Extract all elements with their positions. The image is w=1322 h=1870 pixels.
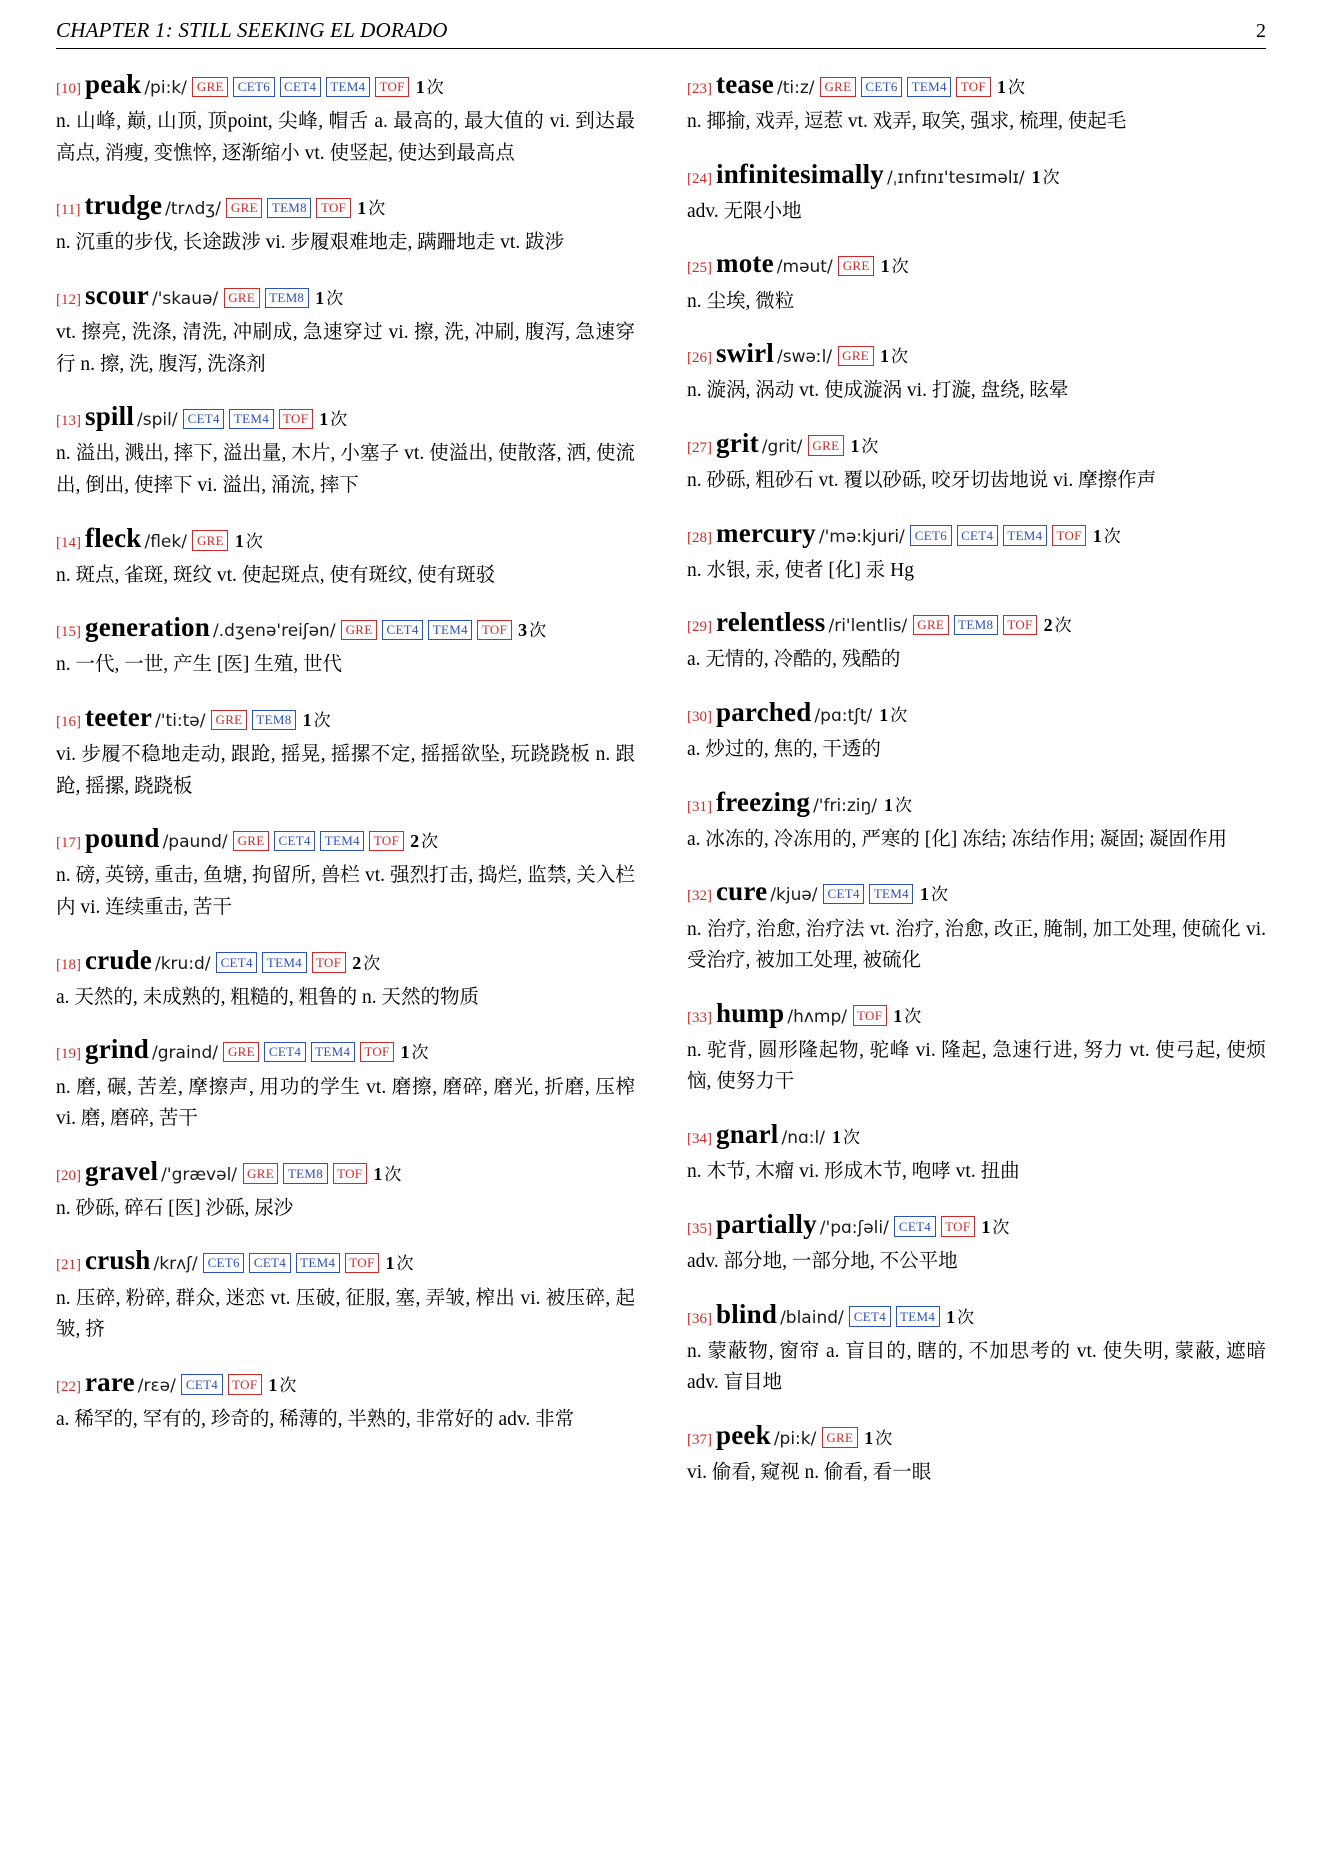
- entry-phonetic: /'skauə/: [152, 289, 219, 310]
- entry-word[interactable]: fleck: [85, 522, 142, 553]
- entry-header: [687, 994, 1266, 1033]
- exam-tag-badge: TEM4: [896, 1306, 940, 1327]
- occurrence-count-unit: 次: [891, 257, 909, 277]
- entry-phonetic: /kjuə/: [770, 885, 818, 906]
- entry-index: [32]: [687, 888, 712, 905]
- exam-tag-badge: TOF: [228, 1374, 262, 1395]
- entry-phonetic: /rɛə/: [137, 1375, 176, 1396]
- occurrence-count: 1: [880, 256, 890, 277]
- entry-word[interactable]: peak: [85, 69, 142, 99]
- dictionary-entry: [56, 65, 635, 169]
- occurrence-count-unit: 次: [396, 1254, 414, 1274]
- entry-index: [21]: [56, 1257, 81, 1274]
- exam-tag-badge: CET4: [274, 831, 315, 852]
- entry-phonetic: /'ti:tə/: [155, 711, 206, 732]
- entry-header: [56, 1152, 635, 1191]
- entry-word[interactable]: gnarl: [716, 1119, 779, 1150]
- exam-tag-badge: GRE: [913, 615, 949, 636]
- exam-tag-badge: CET6: [910, 525, 951, 546]
- entry-index: [25]: [687, 260, 712, 277]
- occurrence-count: 1: [315, 288, 325, 309]
- page-number: 2: [1256, 20, 1266, 42]
- entry-definition: vi. 偷看, 窥视 n. 偷看, 看一眼: [687, 1461, 932, 1483]
- exam-tag-badge: GRE: [820, 77, 856, 98]
- exam-tag-badge: GRE: [192, 77, 228, 98]
- occurrence-count: 1: [864, 1427, 874, 1448]
- occurrence-count: 1: [234, 530, 244, 551]
- exam-tag-badge: TEM8: [252, 710, 296, 731]
- dictionary-entry: [56, 519, 635, 592]
- entry-header: [687, 424, 1266, 463]
- occurrence-count: 1: [373, 1163, 383, 1184]
- entry-index: [18]: [56, 956, 81, 973]
- occurrence-count: 1: [385, 1253, 395, 1274]
- occurrence-count: 1: [997, 77, 1007, 97]
- occurrence-count-unit: 次: [1042, 167, 1060, 187]
- occurrence-count-unit: 次: [895, 795, 913, 815]
- exam-tag-badge: TOF: [941, 1216, 975, 1237]
- entry-definition: a. 天然的, 未成熟的, 粗糙的, 粗鲁的 n. 天然的物质: [56, 986, 480, 1008]
- exam-tag-badge: GRE: [211, 710, 247, 731]
- entry-definition: n. 沉重的步伐, 长途跋涉 vi. 步履艰难地走, 蹒跚地走 vt. 跋涉: [56, 232, 565, 254]
- exam-tag-badge: GRE: [838, 346, 874, 367]
- exam-tag-badge: TEM4: [311, 1042, 355, 1063]
- entry-index: [11]: [56, 202, 81, 219]
- entry-phonetic: /'grævəl/: [161, 1164, 238, 1185]
- occurrence-count-unit: 次: [368, 199, 386, 219]
- exam-tag-badge: GRE: [822, 1427, 858, 1448]
- dictionary-entry: [687, 1416, 1266, 1489]
- entry-definition: a. 无情的, 冷酷的, 残酷的: [687, 649, 901, 671]
- exam-tag-badge: TOF: [369, 831, 403, 852]
- entry-phonetic: /pi:k/: [773, 1428, 817, 1449]
- occurrence-count: 1: [880, 346, 890, 367]
- entry-word[interactable]: teeter: [85, 702, 153, 733]
- occurrence-count: 1: [850, 435, 860, 456]
- entry-header: [56, 186, 635, 225]
- entry-index: [24]: [687, 170, 712, 187]
- occurrence-count-unit: 次: [861, 436, 879, 456]
- exam-tag-badge: TEM8: [954, 615, 998, 636]
- entry-index: [15]: [56, 624, 81, 641]
- dictionary-entry: [687, 155, 1266, 228]
- occurrence-count-unit: 次: [384, 1164, 402, 1184]
- entry-header: [56, 698, 635, 737]
- occurrence-count-unit: 次: [1103, 526, 1121, 546]
- occurrence-count: 1: [319, 409, 329, 430]
- occurrence-count-unit: 次: [890, 706, 908, 726]
- entry-definition: adv. 无限小地: [687, 200, 802, 222]
- exam-tag-badge: CET4: [181, 1374, 222, 1395]
- entry-word[interactable]: crush: [85, 1245, 151, 1276]
- entry-header: [56, 519, 635, 558]
- entry-index: [19]: [56, 1046, 81, 1063]
- occurrence-count: 1: [919, 884, 929, 905]
- entry-phonetic: /nɑ:l/: [781, 1128, 825, 1149]
- dictionary-entry: [687, 514, 1266, 587]
- exam-tag-badge: TOF: [316, 198, 350, 219]
- dictionary-entry: [56, 819, 635, 923]
- entry-definition: vt. 擦亮, 洗涤, 清洗, 冲刷成, 急速穿过 vi. 擦, 洗, 冲刷, 腹泻, 急速穿行 n. 擦, 洗, 腹泻, 洗涤剂: [56, 322, 635, 375]
- entry-definition: n. 一代, 一世, 产生 [医] 生殖, 世代: [56, 654, 342, 676]
- entry-phonetic: /'pɑ:ʃəli/: [819, 1217, 889, 1238]
- entry-index: [37]: [687, 1431, 712, 1448]
- entry-index: [27]: [687, 439, 712, 456]
- entry-word[interactable]: relentless: [716, 607, 826, 638]
- dictionary-entry: [687, 872, 1266, 976]
- entry-header: [56, 1363, 635, 1402]
- entry-definition: n. 砂砾, 碎石 [医] 沙砾, 尿沙: [56, 1197, 294, 1219]
- entry-index: [33]: [687, 1009, 712, 1026]
- entry-word[interactable]: hump: [716, 997, 785, 1028]
- entry-word[interactable]: crude: [85, 944, 152, 975]
- entry-definition: n. 压碎, 粉碎, 群众, 迷恋 vt. 压破, 征服, 塞, 弄皱, 榨出 vi. 被压碎, 起皱, 挤: [56, 1287, 635, 1341]
- entry-word[interactable]: gravel: [85, 1155, 159, 1186]
- exam-tag-badge: CET6: [203, 1253, 244, 1274]
- entry-index: [29]: [687, 619, 712, 636]
- exam-tag-badge: CET6: [861, 77, 902, 98]
- exam-tag-badge: TEM8: [265, 288, 309, 309]
- exam-tag-badge: TOF: [1052, 525, 1086, 546]
- occurrence-count: 1: [893, 1005, 903, 1026]
- occurrence-count: 1: [832, 1127, 841, 1148]
- entry-phonetic: /ti:z/: [776, 78, 815, 98]
- entry-word[interactable]: freezing: [716, 786, 811, 817]
- entry-index: [14]: [56, 534, 81, 551]
- two-column-body: [56, 65, 1266, 1506]
- dictionary-entry: [56, 276, 635, 380]
- occurrence-count: 1: [884, 794, 894, 815]
- entry-phonetic: /kru:d/: [154, 953, 211, 974]
- exam-tag-badge: TOF: [345, 1253, 379, 1274]
- dictionary-entry: [687, 424, 1266, 497]
- entry-phonetic: /spil/: [137, 410, 178, 431]
- entry-phonetic: /ˌɪnfɪnɪ'tesɪməlɪ/: [887, 167, 1025, 188]
- entry-index: [26]: [687, 350, 712, 367]
- exam-tag-badge: TEM4: [428, 620, 472, 641]
- entry-header: [56, 819, 635, 858]
- entry-definition: a. 稀罕的, 罕有的, 珍奇的, 稀薄的, 半熟的, 非常好的 adv. 非常: [56, 1408, 575, 1430]
- exam-tag-badge: TOF: [1003, 615, 1037, 636]
- dictionary-entry: [56, 186, 635, 259]
- exam-tag-badge: CET6: [233, 77, 274, 98]
- dictionary-entry: [687, 65, 1266, 138]
- dictionary-entry: [687, 1115, 1266, 1188]
- entry-phonetic: /məut/: [776, 257, 833, 278]
- page-header: [56, 18, 1266, 49]
- exam-tag-badge: TOF: [853, 1005, 887, 1026]
- occurrence-count: 1: [400, 1042, 410, 1063]
- occurrence-count: 1: [415, 77, 425, 97]
- entry-definition: adv. 部分地, 一部分地, 不公平地: [687, 1250, 958, 1272]
- exam-tag-badge: TEM8: [283, 1163, 327, 1184]
- entry-index: [13]: [56, 413, 81, 430]
- entry-phonetic: /trʌdʒ/: [165, 199, 221, 220]
- entry-header: [56, 397, 635, 436]
- entry-word[interactable]: partially: [716, 1208, 817, 1239]
- occurrence-count-unit: 次: [930, 885, 948, 905]
- entry-index: [23]: [687, 81, 712, 97]
- occurrence-count: 1: [302, 710, 312, 731]
- entry-index: [12]: [56, 292, 81, 309]
- exam-tag-badge: GRE: [226, 198, 262, 219]
- dictionary-entry: [56, 1030, 635, 1134]
- exam-tag-badge: GRE: [224, 288, 260, 309]
- entry-word[interactable]: infinitesimally: [716, 158, 885, 189]
- entry-definition: n. 驼背, 圆形隆起物, 驼峰 vi. 隆起, 急速行进, 努力 vt. 使弓起, 使烦恼, 使努力干: [687, 1039, 1266, 1093]
- entry-index: [28]: [687, 529, 712, 546]
- occurrence-count: 1: [357, 198, 367, 219]
- exam-tag-badge: GRE: [808, 435, 844, 456]
- occurrence-count-unit: 次: [245, 531, 263, 551]
- dictionary-entry: [687, 1295, 1266, 1399]
- entry-definition: n. 揶揄, 戏弄, 逗惹 vt. 戏弄, 取笑, 强求, 梳理, 使起毛: [687, 111, 1127, 133]
- entry-header: [687, 155, 1266, 194]
- occurrence-count-unit: 次: [1008, 78, 1026, 97]
- entry-phonetic: /grit/: [761, 436, 803, 457]
- entry-phonetic: /'fri:ziŋ/: [813, 795, 878, 816]
- exam-tag-badge: CET4: [823, 884, 864, 905]
- entry-header: [687, 783, 1266, 822]
- exam-tag-badge: CET4: [183, 409, 224, 430]
- exam-tag-badge: TEM4: [229, 409, 273, 430]
- exam-tag-badge: TEM4: [1003, 525, 1047, 546]
- entry-index: [31]: [687, 798, 712, 815]
- entry-word[interactable]: rare: [85, 1366, 135, 1397]
- occurrence-count-unit: 次: [843, 1128, 860, 1148]
- entry-word[interactable]: grit: [716, 427, 759, 458]
- entry-index: [35]: [687, 1220, 712, 1237]
- occurrence-count-unit: 次: [330, 410, 348, 430]
- entry-definition: n. 砂砾, 粗砂石 vt. 覆以砂砾, 咬牙切齿地说 vi. 摩擦作声: [687, 470, 1157, 492]
- entry-word[interactable]: generation: [85, 612, 210, 643]
- exam-tag-badge: CET4: [382, 620, 423, 641]
- entry-header: [687, 244, 1266, 283]
- entry-definition: n. 治疗, 治愈, 治疗法 vt. 治疗, 治愈, 改正, 腌制, 加工处理, 使硫化 vi. 受治疗, 被加工处理, 被硫化: [687, 918, 1266, 972]
- dictionary-entry: [56, 698, 635, 802]
- entry-phonetic: /blaind/: [780, 1307, 844, 1328]
- entry-header: [56, 276, 635, 315]
- entry-definition: n. 水银, 汞, 使者 [化] 汞 Hg: [687, 559, 914, 581]
- dictionary-entry: [687, 783, 1266, 856]
- entry-definition: a. 炒过的, 焦的, 干透的: [687, 739, 881, 761]
- entry-header: [687, 334, 1266, 373]
- entry-definition: n. 木节, 木瘤 vi. 形成木节, 咆哮 vt. 扭曲: [687, 1161, 1020, 1183]
- entry-definition: n. 斑点, 雀斑, 斑纹 vt. 使起斑点, 使有斑纹, 使有斑驳: [56, 564, 496, 586]
- occurrence-count-unit: 次: [421, 832, 439, 852]
- entry-header: [56, 608, 635, 647]
- exam-tag-badge: TOF: [375, 77, 409, 98]
- occurrence-count-unit: 次: [1054, 616, 1072, 636]
- occurrence-count-unit: 次: [411, 1043, 429, 1063]
- entry-header: [56, 941, 635, 980]
- exam-tag-badge: TEM4: [907, 77, 951, 98]
- entry-header: [687, 693, 1266, 732]
- entry-word[interactable]: peek: [716, 1419, 771, 1450]
- entry-index: [20]: [56, 1167, 81, 1184]
- entry-header: [687, 603, 1266, 642]
- entry-header: [56, 1241, 635, 1280]
- occurrence-count-unit: 次: [279, 1375, 297, 1395]
- entry-definition: vi. 步履不稳地走动, 跟跄, 摇晃, 摇摞不定, 摇摇欲坠, 玩跷跷板 n. 跟跄, 摇摞, 跷跷板: [56, 744, 635, 797]
- exam-tag-badge: TEM4: [869, 884, 913, 905]
- exam-tag-badge: GRE: [243, 1163, 279, 1184]
- occurrence-count-unit: 次: [891, 347, 909, 367]
- entry-definition: n. 尘埃, 微粒: [687, 290, 795, 312]
- entry-word[interactable]: blind: [716, 1298, 778, 1329]
- occurrence-count-unit: 次: [529, 621, 547, 641]
- exam-tag-badge: TEM4: [262, 952, 306, 973]
- exam-tag-badge: CET4: [216, 952, 257, 973]
- entry-index: [22]: [56, 1378, 81, 1395]
- entry-definition: n. 漩涡, 涡动 vt. 使成漩涡 vi. 打漩, 盘绕, 眩晕: [687, 380, 1069, 402]
- entry-word[interactable]: scour: [85, 280, 149, 311]
- occurrence-count-unit: 次: [875, 1428, 893, 1448]
- dictionary-entry: [687, 334, 1266, 407]
- occurrence-count-unit: 次: [957, 1307, 975, 1327]
- occurrence-count: 2: [410, 831, 420, 852]
- exam-tag-badge: CET4: [957, 525, 998, 546]
- occurrence-count: 2: [1043, 615, 1053, 636]
- exam-tag-badge: TOF: [333, 1163, 367, 1184]
- occurrence-count: 1: [879, 705, 889, 726]
- entry-definition: n. 山峰, 巅, 山顶, 顶point, 尖峰, 帽舌 a. 最高的, 最大值的 vi. 到达最高点, 消瘦, 变憔悴, 逐渐缩小 vt. 使竖起, 使达到最高点: [56, 111, 635, 164]
- dictionary-entry: [56, 608, 635, 681]
- entry-word[interactable]: cure: [716, 876, 768, 907]
- column-right: [661, 65, 1266, 1506]
- entry-phonetic: /swəːl/: [777, 347, 833, 368]
- occurrence-count-unit: 次: [904, 1006, 922, 1026]
- dictionary-entry: [687, 603, 1266, 676]
- dictionary-entry: [687, 994, 1266, 1098]
- dictionary-entry: [56, 1363, 635, 1436]
- exam-tag-badge: GRE: [192, 530, 228, 551]
- entry-phonetic: /ri'lentlis/: [828, 616, 908, 637]
- entry-header: [56, 1030, 635, 1069]
- occurrence-count-unit: 次: [326, 289, 344, 309]
- exam-tag-badge: TOF: [956, 77, 990, 98]
- exam-tag-badge: CET4: [894, 1216, 935, 1237]
- entry-phonetic: /paund/: [162, 832, 228, 853]
- entry-word[interactable]: swirl: [716, 338, 774, 369]
- exam-tag-badge: CET4: [249, 1253, 290, 1274]
- entry-header: [687, 65, 1266, 104]
- entry-definition: n. 溢出, 溅出, 摔下, 溢出量, 木片, 小塞子 vt. 使溢出, 使散落, 洒, 使流出, 倒出, 使摔下 vi. 溢出, 涌流, 摔下: [56, 443, 635, 497]
- entry-phonetic: /.dʒenə'reiʃən/: [212, 621, 336, 642]
- entry-word[interactable]: mote: [716, 248, 774, 279]
- exam-tag-badge: CET4: [280, 77, 321, 98]
- exam-tag-badge: TEM4: [320, 831, 364, 852]
- occurrence-count: 3: [518, 620, 528, 641]
- column-left: [56, 65, 661, 1452]
- entry-phonetic: /pi:k/: [144, 78, 187, 98]
- entry-definition: n. 磅, 英镑, 重击, 鱼塘, 拘留所, 兽栏 vt. 强烈打击, 捣烂, 监禁, 关入栏内 vi. 连续重击, 苦干: [56, 865, 635, 919]
- entry-word[interactable]: trudge: [84, 190, 163, 221]
- occurrence-count: 1: [268, 1374, 278, 1395]
- occurrence-count-unit: 次: [363, 953, 381, 973]
- entry-phonetic: /graind/: [152, 1043, 218, 1064]
- entry-header: [687, 1416, 1266, 1455]
- dictionary-entry: [56, 1241, 635, 1345]
- dictionary-entry: [56, 941, 635, 1014]
- entry-word[interactable]: grind: [85, 1034, 150, 1065]
- entry-index: [30]: [687, 709, 712, 726]
- entry-phonetic: /krʌʃ/: [153, 1254, 198, 1275]
- exam-tag-badge: TOF: [312, 952, 346, 973]
- exam-tag-badge: TEM4: [326, 77, 370, 98]
- exam-tag-badge: TOF: [477, 620, 511, 641]
- entry-phonetic: /'mə:kjuri/: [818, 526, 905, 547]
- exam-tag-badge: CET4: [849, 1306, 890, 1327]
- entry-header: [687, 1205, 1266, 1244]
- exam-tag-badge: GRE: [838, 256, 874, 277]
- dictionary-entry: [56, 397, 635, 501]
- entry-definition: n. 磨, 碾, 苦差, 摩擦声, 用功的学生 vt. 磨擦, 磨碎, 磨光, 折磨, 压榨 vi. 磨, 磨碎, 苦干: [56, 1076, 635, 1130]
- occurrence-count: 1: [1092, 525, 1102, 546]
- entry-header: [687, 872, 1266, 911]
- entry-definition: a. 冰冻的, 冷冻用的, 严寒的 [化] 冻结; 冻结作用; 凝固; 凝固作用: [687, 828, 1228, 850]
- exam-tag-badge: GRE: [341, 620, 377, 641]
- exam-tag-badge: TOF: [279, 409, 313, 430]
- entry-word[interactable]: tease: [716, 69, 774, 99]
- occurrence-count: 1: [981, 1216, 991, 1237]
- entry-header: [687, 1115, 1266, 1154]
- entry-definition: n. 蒙蔽物, 窗帘 a. 盲目的, 瞎的, 不加思考的 vt. 使失明, 蒙蔽, 遮暗 adv. 盲目地: [687, 1340, 1266, 1394]
- entry-phonetic: /flek/: [144, 531, 187, 552]
- entry-index: [17]: [56, 835, 81, 852]
- occurrence-count: 2: [352, 952, 362, 973]
- occurrence-count: 1: [1031, 166, 1041, 187]
- entry-phonetic: /hʌmp/: [787, 1006, 847, 1027]
- occurrence-count-unit: 次: [313, 711, 331, 731]
- entry-index: [36]: [687, 1310, 712, 1327]
- entry-header: [687, 514, 1266, 553]
- chapter-title: CHAPTER 1: STILL SEEKING EL DORADO: [56, 18, 448, 42]
- entry-word[interactable]: mercury: [716, 517, 816, 548]
- entry-phonetic: /pɑ:tʃt/: [814, 706, 873, 727]
- column-divider: [661, 57, 662, 1506]
- occurrence-count-unit: 次: [992, 1217, 1010, 1237]
- dictionary-entry: [56, 1152, 635, 1225]
- entry-index: [10]: [56, 81, 81, 97]
- entry-word[interactable]: pound: [85, 823, 160, 854]
- entry-word[interactable]: spill: [85, 401, 135, 432]
- exam-tag-badge: TEM8: [267, 198, 311, 219]
- exam-tag-badge: GRE: [233, 831, 269, 852]
- occurrence-count: 1: [946, 1306, 956, 1327]
- exam-tag-badge: TEM4: [296, 1253, 340, 1274]
- exam-tag-badge: CET4: [264, 1042, 305, 1063]
- entry-header: [56, 65, 635, 104]
- entry-header: [687, 1295, 1266, 1334]
- dictionary-entry: [687, 693, 1266, 766]
- exam-tag-badge: TOF: [360, 1042, 394, 1063]
- entry-index: [34]: [687, 1131, 712, 1148]
- occurrence-count-unit: 次: [426, 78, 444, 97]
- entry-index: [16]: [56, 714, 81, 731]
- exam-tag-badge: GRE: [223, 1042, 259, 1063]
- entry-word[interactable]: parched: [716, 697, 812, 728]
- dictionary-entry: [687, 1205, 1266, 1278]
- dictionary-entry: [687, 244, 1266, 317]
